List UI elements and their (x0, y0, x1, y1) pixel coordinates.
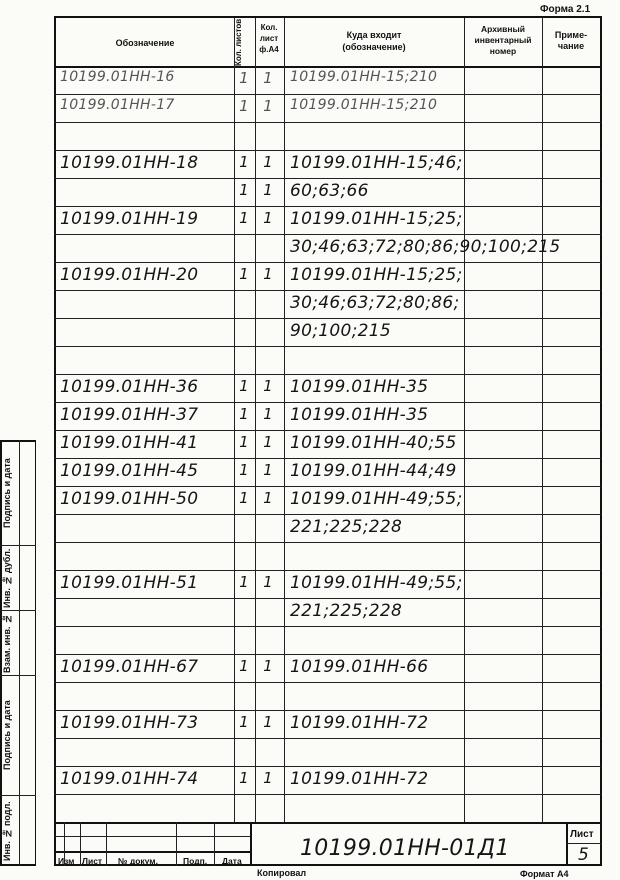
cell-goes-into: 30;46;63;72;80;86;90;100;215 (290, 237, 561, 257)
doc-number: 10199.01НН-01Д1 (300, 836, 510, 861)
cell-count: 1 (239, 377, 249, 395)
cell-goes-into: 10199.01НН-49;55; (290, 489, 463, 509)
cell-goes-into: 60;63;66 (290, 181, 369, 201)
cell-a4: 1 (263, 461, 273, 479)
form-label: Форма 2.1 (540, 4, 591, 15)
side-vzam-inv: Взам. инв. № (2, 613, 12, 673)
cell-count: 1 (239, 153, 249, 171)
cell-count: 1 (239, 657, 249, 675)
cell-goes-into: 30;46;63;72;80;86; (290, 293, 460, 313)
cell-goes-into: 90;100;215 (290, 321, 391, 341)
cell-a4: 1 (263, 713, 273, 731)
cell-a4: 1 (263, 265, 273, 283)
cell-a4: 1 (263, 181, 273, 199)
cell-count: 1 (239, 489, 249, 507)
cell-a4: 1 (263, 153, 273, 171)
cell-goes-into: 10199.01НН-15;210 (290, 97, 438, 113)
cell-designation: 10199.01НН-37 (60, 405, 199, 425)
cell-designation: 10199.01НН-20 (60, 265, 199, 285)
cell-a4: 1 (263, 377, 273, 395)
cell-goes-into: 10199.01НН-15;25; (290, 209, 463, 229)
side-sign-date-top: Подпись и дата (2, 458, 12, 528)
cell-goes-into: 10199.01НН-72 (290, 769, 429, 789)
cell-designation: 10199.01НН-16 (60, 69, 175, 85)
cell-goes-into: 10199.01НН-49;55; (290, 573, 463, 593)
cell-goes-into: 10199.01НН-15;25; (290, 265, 463, 285)
cell-a4: 1 (263, 69, 273, 87)
header-archive-1: Архивный (480, 24, 525, 34)
cell-count: 1 (239, 209, 249, 227)
header-sheet-count: Кол. листов (234, 18, 243, 66)
cell-designation: 10199.01НН-74 (60, 769, 199, 789)
header-sheet-a4: Кол. лист ф.А4 (259, 23, 279, 54)
cell-count: 1 (239, 265, 249, 283)
cell-a4: 1 (263, 489, 273, 507)
col-date: Дата (222, 856, 242, 866)
cell-goes-into: 10199.01НН-15;210 (290, 69, 438, 85)
cell-count: 1 (239, 69, 249, 87)
side-sign-date-bottom: Подпись и дата (2, 700, 12, 771)
header-archive-3: номер (489, 46, 517, 56)
header-goes-into-1: Куда входит (346, 30, 402, 40)
footer-copied: Копировал (257, 868, 307, 878)
side-inv-podl: Инв. № подл. (2, 801, 12, 861)
header-note-1: Приме- (554, 30, 588, 40)
cell-goes-into: 10199.01НН-40;55 (290, 433, 457, 453)
cell-designation: 10199.01НН-51 (60, 573, 199, 593)
cell-designation: 10199.01НН-50 (60, 489, 199, 509)
cell-goes-into: 10199.01НН-44;49 (290, 461, 457, 481)
col-sign: Подп. (183, 856, 208, 866)
cell-goes-into: 10199.01НН-72 (290, 713, 429, 733)
cell-designation: 10199.01НН-45 (60, 461, 199, 481)
side-inv-dubl: Инв. № дубл. (2, 548, 12, 608)
cell-a4: 1 (263, 769, 273, 787)
cell-goes-into: 10199.01НН-66 (290, 657, 429, 677)
cell-designation: 10199.01НН-19 (60, 209, 199, 229)
header-designation: Обозначение (115, 38, 175, 48)
cell-goes-into: 221;225;228 (290, 517, 403, 537)
cell-a4: 1 (263, 209, 273, 227)
cell-count: 1 (239, 713, 249, 731)
cell-count: 1 (239, 433, 249, 451)
cell-goes-into: 10199.01НН-35 (290, 377, 429, 397)
col-doc: № докум. (118, 856, 158, 866)
cell-a4: 1 (263, 97, 273, 115)
cell-count: 1 (239, 573, 249, 591)
col-list: Лист (82, 856, 103, 866)
header-archive-2: инвентарный (474, 35, 532, 45)
cell-designation: 10199.01НН-17 (60, 97, 175, 113)
sheet-number: 5 (578, 845, 590, 865)
cell-count: 1 (239, 97, 249, 115)
cell-goes-into: 221;225;228 (290, 601, 403, 621)
cell-designation: 10199.01НН-36 (60, 377, 199, 397)
cell-designation: 10199.01НН-18 (60, 153, 199, 173)
cell-designation: 10199.01НН-41 (60, 433, 199, 453)
cell-goes-into: 10199.01НН-35 (290, 405, 429, 425)
cell-count: 1 (239, 461, 249, 479)
header-note-2: чание (557, 41, 585, 51)
cell-count: 1 (239, 769, 249, 787)
cell-a4: 1 (263, 657, 273, 675)
cell-a4: 1 (263, 573, 273, 591)
cell-designation: 10199.01НН-67 (60, 657, 199, 677)
footer-format: Формат А4 (520, 869, 569, 879)
cell-a4: 1 (263, 433, 273, 451)
header-goes-into-2: (обозначение) (342, 42, 406, 52)
col-izm: Изм (58, 856, 75, 866)
cell-count: 1 (239, 405, 249, 423)
cell-a4: 1 (263, 405, 273, 423)
cell-count: 1 (239, 181, 249, 199)
sheet-label: Лист (570, 829, 594, 840)
cell-designation: 10199.01НН-73 (60, 713, 199, 733)
cell-goes-into: 10199.01НН-15;46; (290, 153, 463, 173)
